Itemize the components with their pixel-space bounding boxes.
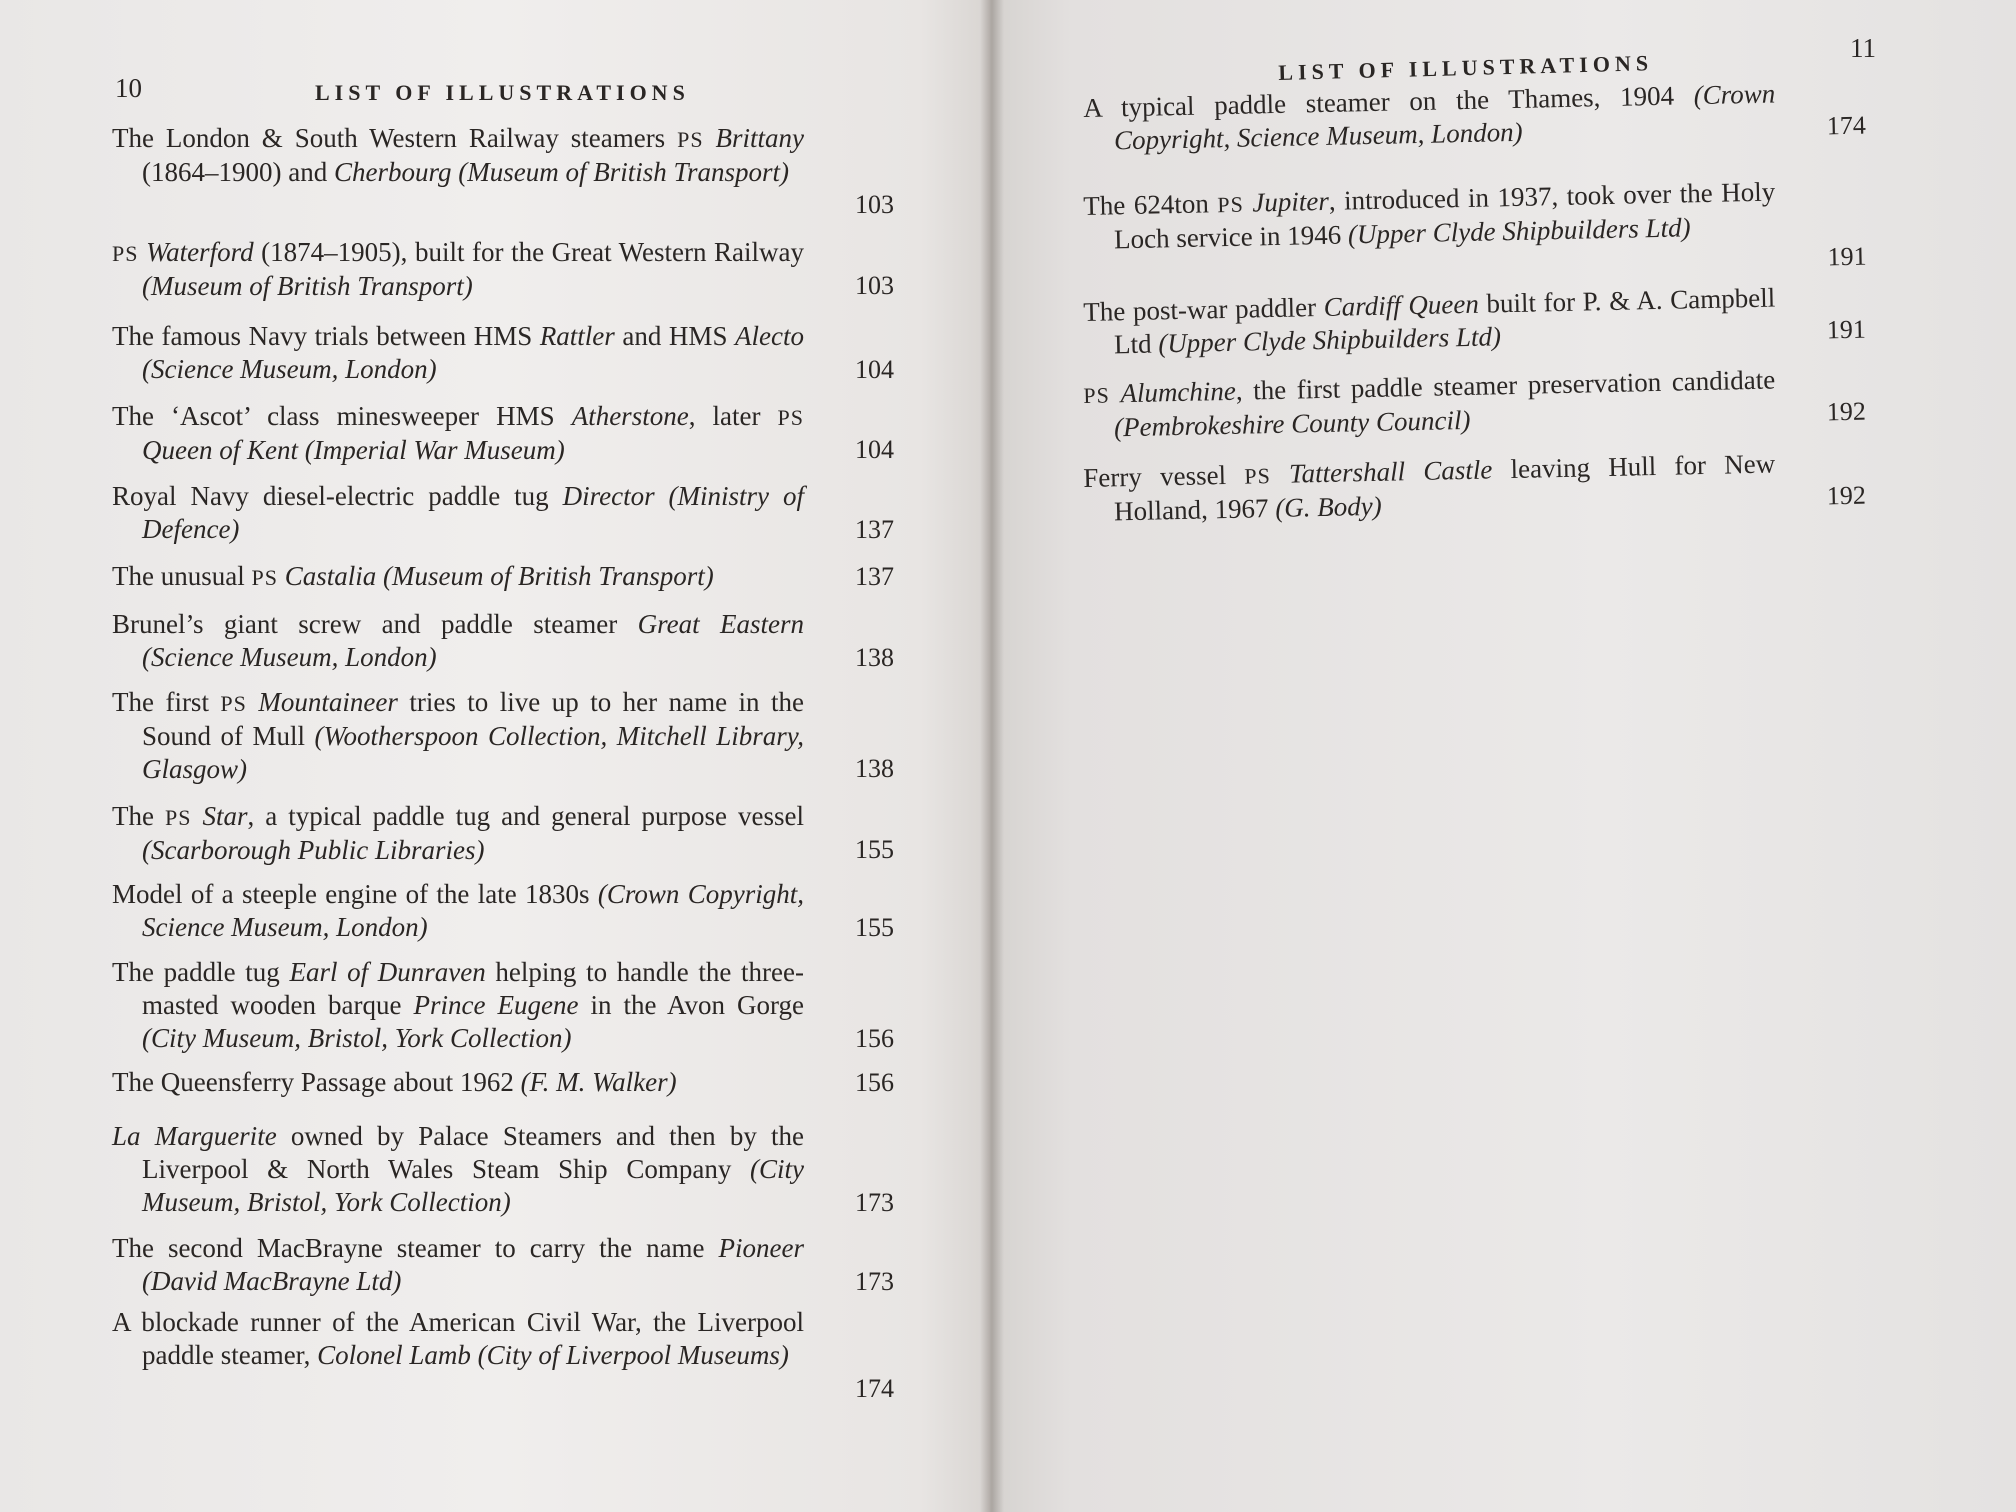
left-entry	[112, 480, 894, 546]
right-running-head: LIST OF ILLUSTRATIONS	[1278, 50, 1654, 85]
right-entry	[1083, 448, 1867, 529]
left-entry-page-number: 156	[855, 1024, 894, 1053]
left-entry-caption: La Marguerite owned by Palace Steamers and then by the Liverpool & North Wales Steam Ship Company (City Museum, Bristol, York Collection)	[112, 1121, 805, 1217]
left-entry-caption: PS Waterford (1874–1905), built for the Great Western Railway (Museum of British Transport)	[112, 237, 804, 301]
right-entry	[1083, 282, 1867, 362]
right-page	[990, 0, 2016, 1512]
left-entry	[112, 1232, 894, 1298]
left-entry-caption: Royal Navy diesel-electric paddle tug Director (Ministry of Defence)	[112, 481, 804, 544]
right-entry-caption: A typical paddle steamer on the Thames, 1904 (Crown Copyright, Science Museum, London)	[1083, 78, 1776, 156]
left-entry-caption: The ‘Ascot’ class minesweeper HMS Atherstone, later PS Queen of Kent (Imperial War Museum)	[112, 401, 805, 465]
left-entry	[112, 320, 894, 386]
right-entry-page-number: 191	[1827, 241, 1867, 272]
left-entry	[112, 236, 894, 303]
left-entry-page-number: 104	[855, 355, 894, 384]
left-entry-caption: Brunel’s giant screw and paddle steamer Great Eastern (Science Museum, London)	[112, 609, 805, 672]
right-entry-page-number: 191	[1826, 314, 1867, 345]
left-entry-page-number: 138	[855, 754, 894, 783]
left-entry-page-number: 155	[855, 835, 894, 864]
left-entry-caption: The first PS Mountaineer tries to live up to her name in the Sound of Mull (Wootherspoon Collection, Mitchell Library, Glasgow)	[112, 687, 805, 784]
book-gutter	[980, 0, 1004, 1512]
left-entry-caption: The PS Star, a typical paddle tug and general purpose vessel (Scarborough Public Libraries)	[112, 801, 805, 865]
left-entry-page-number: 103	[855, 271, 894, 300]
left-entry-page-number: 103	[855, 190, 894, 219]
right-entry-page-number: 192	[1826, 480, 1867, 511]
left-entry-page-number: 104	[855, 435, 894, 464]
left-entry-caption: The paddle tug Earl of Dunraven helping to handle the three-masted wooden barque Prince Eugene in the Avon Gorge (City Museum, Bristol, York Collection)	[112, 957, 804, 1053]
left-entry	[112, 1306, 894, 1403]
right-entry	[1083, 364, 1867, 445]
left-entry-page-number: 173	[855, 1267, 894, 1296]
left-entry-page-number: 155	[855, 913, 894, 942]
left-entry-page-number: 174	[855, 1374, 894, 1403]
left-entry	[112, 608, 894, 674]
right-entry-page-number: 174	[1826, 110, 1867, 141]
left-entry-page-number: 138	[855, 643, 894, 672]
right-entry-caption: Ferry vessel PS Tattershall Castle leaving Hull for New Holland, 1967 (G. Body)	[1083, 448, 1776, 527]
left-entry-caption: The famous Navy trials between HMS Rattler and HMS Alecto (Science Museum, London)	[112, 321, 804, 384]
right-entry-caption: The 624ton PS Jupiter, introduced in 1937, took over the Holy Loch service in 1946 (Upper Clyde Shipbuilders Ltd)	[1083, 176, 1776, 255]
left-entry	[112, 878, 894, 944]
left-entry-caption: The Queensferry Passage about 1962 (F. M. Walker)	[112, 1067, 677, 1097]
left-page-number: 10	[115, 73, 142, 103]
left-entry-page-number: 137	[855, 515, 894, 544]
right-entry	[1083, 176, 1867, 272]
left-entry	[112, 956, 894, 1055]
left-page	[0, 0, 990, 1512]
left-entry-caption: The London & South Western Railway steamers PS Brittany (1864–1900) and Cherbourg (Museum of British Transport)	[112, 123, 805, 187]
left-running-head: LIST OF ILLUSTRATIONS	[315, 80, 690, 105]
left-entry-page-number: 156	[855, 1068, 894, 1097]
left-entry	[112, 1066, 894, 1099]
left-entry-page-number: 173	[855, 1188, 894, 1217]
left-entry-caption: The unusual PS Castalia (Museum of British Transport)	[112, 561, 714, 591]
right-entry	[1083, 78, 1867, 158]
right-entry-caption: The post-war paddler Cardiff Queen built for P. & A. Campbell Ltd (Upper Clyde Shipbuilders Ltd)	[1083, 282, 1776, 360]
left-entry	[112, 400, 894, 467]
left-entry	[112, 560, 894, 594]
left-entry-caption: A blockade runner of the American Civil War, the Liverpool paddle steamer, Colonel Lamb (City of Liverpool Museums)	[112, 1307, 804, 1370]
right-page-number: 11	[1850, 33, 1876, 63]
left-entry-page-number: 137	[855, 562, 894, 591]
left-entry	[112, 1120, 894, 1219]
left-entry	[112, 122, 894, 219]
right-entry-page-number: 192	[1826, 396, 1867, 427]
left-entry-caption: Model of a steeple engine of the late 1830s (Crown Copyright, Science Museum, London)	[112, 879, 804, 942]
left-entry	[112, 686, 894, 786]
left-entry	[112, 800, 894, 867]
left-entry-caption: The second MacBrayne steamer to carry the name Pioneer (David MacBrayne Ltd)	[112, 1233, 804, 1296]
right-entry-caption: PS Alumchine, the first paddle steamer preservation candidate (Pembrokeshire County Council)	[1083, 364, 1776, 443]
